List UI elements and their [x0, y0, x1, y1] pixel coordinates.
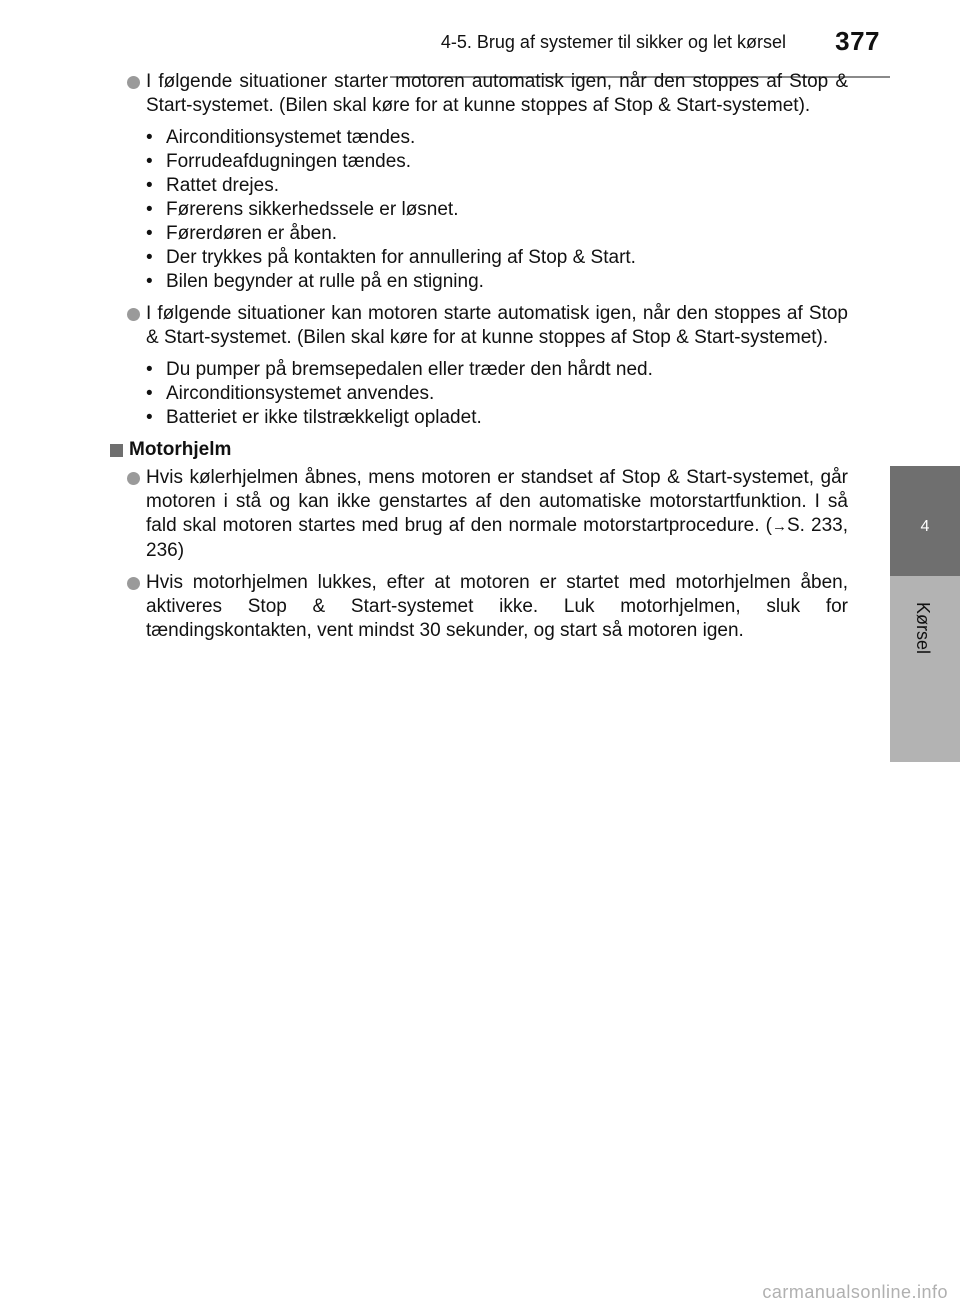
sub-list-item: • Du pumper på bremsepedalen eller træder den hårdt ned. [146, 359, 653, 380]
page-header [390, 24, 890, 54]
sub-list-item: • Bilen begynder at rulle på en stigning. [146, 271, 484, 292]
sub-list-item: • Airconditionsystemet anvendes. [146, 383, 435, 404]
dot-bullet-icon: • [146, 407, 153, 428]
circle-bullet-icon [127, 577, 140, 590]
chapter-number: 4 [920, 518, 930, 535]
watermark: carmanualsonline.info [762, 1282, 948, 1302]
chapter-tab [890, 466, 960, 762]
dot-bullet-icon: • [146, 175, 153, 196]
section-title: 4-5. Brug af systemer til sikker og let kørsel [440, 32, 786, 52]
circle-bullet-icon [127, 308, 140, 321]
bullet-item [110, 70, 848, 118]
dot-bullet-icon: • [146, 199, 153, 220]
dot-bullet-icon: • [146, 151, 153, 172]
sub-list [146, 126, 848, 294]
sub-list-item: • Rattet drejes. [146, 175, 279, 196]
bullet-text: Hvis motorhjelmen lukkes, efter at motoren er startet med motorhjelmen åben, aktiveres Stop & Start-systemet ikke. Luk motorhjelmen, sluk for tændingskontakten, vent mindst 30 sekunder, og start så motoren igen. [146, 572, 848, 641]
bullet-item [110, 466, 848, 563]
sub-list-item: • Der trykkes på kontakten for annullering af Stop & Start. [146, 247, 636, 268]
circle-bullet-icon [127, 472, 140, 485]
sub-list [146, 358, 848, 430]
sub-list-item: • Airconditionsystemet tændes. [146, 127, 416, 148]
arrow-right-icon: → [771, 518, 787, 535]
dot-bullet-icon: • [146, 359, 153, 380]
bullet-item [110, 302, 848, 350]
page-reference: S. 233, 236) [146, 515, 848, 561]
sub-list-item: • Førerens sikkerhedssele er løsnet. [146, 199, 459, 220]
bullet-text: I følgende situationer starter motoren automatisk igen, når den stoppes af Stop & Start-systemet. (Bilen skal køre for at kunne stoppes af Stop & Start-systemet). [146, 71, 848, 116]
sub-list-item: • Forrudeafdugningen tændes. [146, 151, 412, 172]
dot-bullet-icon: • [146, 223, 153, 244]
chapter-tab-label-block [890, 576, 960, 762]
sub-list-item: • Batteriet er ikke tilstrækkeligt opladet. [146, 407, 482, 428]
dot-bullet-icon: • [146, 271, 153, 292]
page-content [110, 70, 848, 651]
bullet-text: Hvis kølerhjelmen åbnes, mens motoren er standset af Stop & Start-systemet, går motoren i stå og kan ikke genstartes af den automatiske motorstartfunktion. I så fald skal motoren startes med brug af den normale motorstartprocedure. (→S. 233, 236) [146, 467, 848, 561]
bullet-text: I følgende situationer kan motoren starte automatisk igen, når den stoppes af Stop & Start-systemet. (Bilen skal køre for at kunne stoppes af Stop & Start-systemet). [146, 303, 848, 348]
sub-list-item: • Førerdøren er åben. [146, 223, 338, 244]
dot-bullet-icon: • [146, 127, 153, 148]
circle-bullet-icon [127, 76, 140, 89]
heading-text: Motorhjelm [129, 439, 232, 460]
chapter-label: Kørsel [913, 602, 933, 655]
bullet-item [110, 571, 848, 643]
page-number: 377 [835, 26, 880, 56]
section-heading [110, 438, 848, 462]
dot-bullet-icon: • [146, 247, 153, 268]
chapter-tab-number-block [890, 466, 960, 576]
dot-bullet-icon: • [146, 383, 153, 404]
square-bullet-icon [110, 444, 123, 457]
